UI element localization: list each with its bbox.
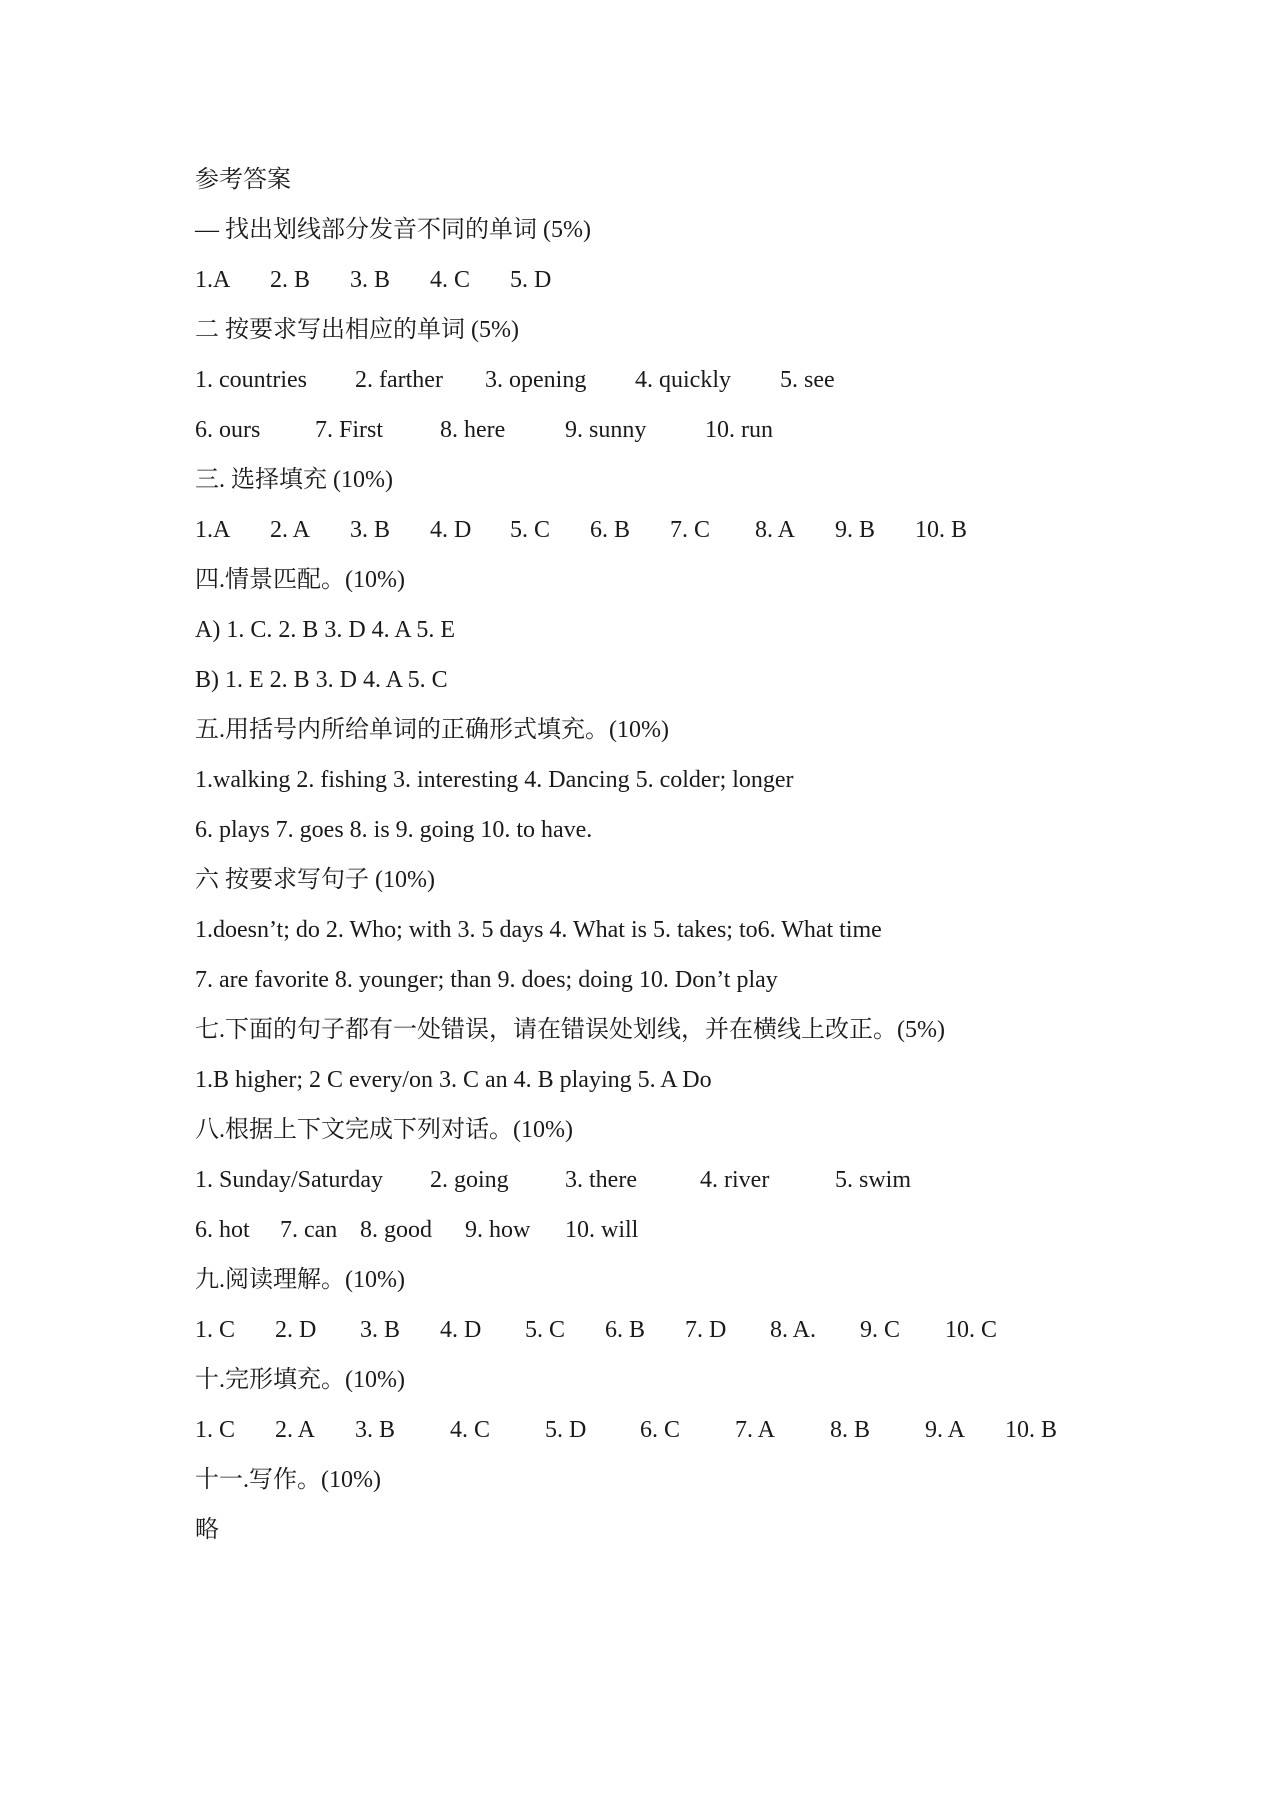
answer-item: 6. ours — [195, 417, 261, 443]
answer-item: 1. Sunday/Saturday — [195, 1167, 383, 1193]
answer-item: 7. A — [735, 1417, 776, 1443]
answer-item: 10. B — [915, 517, 968, 543]
answer-item: 2. A — [275, 1417, 316, 1443]
answer-item: 3. B — [355, 1417, 396, 1443]
answer-item: 2. B — [270, 267, 311, 293]
answer-item: 9. C — [860, 1317, 901, 1343]
text-line: 7. are favorite 8. younger; than 9. does; doing 10. Don’t play — [195, 967, 778, 993]
text-line: 八.根据上下文完成下列对话。(10%) — [195, 1117, 573, 1143]
answer-item: 4. C — [450, 1417, 491, 1443]
answer-item: 6. B — [590, 517, 631, 543]
answer-item: 10. C — [945, 1317, 998, 1343]
answer-item: 8. A — [755, 517, 796, 543]
answer-item: 1.A — [195, 267, 231, 293]
answer-item: 5. see — [780, 367, 835, 393]
answer-item: 9. how — [465, 1217, 531, 1243]
answer-item: 9. A — [925, 1417, 966, 1443]
text-line: 1.doesn’t; do 2. Who; with 3. 5 days 4. What is 5. takes; to6. What time — [195, 917, 882, 943]
answer-item: 2. going — [430, 1167, 509, 1193]
page-title: 参考答案 — [195, 167, 291, 193]
answer-item: 2. farther — [355, 367, 443, 393]
answer-item: 5. D — [545, 1417, 587, 1443]
answer-item: 3. opening — [485, 367, 587, 393]
text-line: 十一.写作。(10%) — [195, 1467, 381, 1493]
text-line: 三. 选择填充 (10%) — [195, 467, 393, 493]
answer-item: 5. C — [525, 1317, 566, 1343]
answer-item: 4. river — [700, 1167, 770, 1193]
answer-item: 4. quickly — [635, 367, 731, 393]
text-line: 九.阅读理解。(10%) — [195, 1267, 405, 1293]
text-line: 1.B higher; 2 C every/on 3. C an 4. B playing 5. A Do — [195, 1067, 712, 1093]
text-line: A) 1. C. 2. B 3. D 4. A 5. E — [195, 617, 456, 643]
answer-item: 1. C — [195, 1317, 236, 1343]
text-line: 六 按要求写句子 (10%) — [195, 867, 435, 893]
answer-item: 8. here — [440, 417, 506, 443]
answer-item: 4. D — [440, 1317, 482, 1343]
answer-item: 8. B — [830, 1417, 871, 1443]
answer-item: 9. sunny — [565, 417, 647, 443]
answer-item: 8. A. — [770, 1317, 817, 1343]
answer-item: 3. B — [350, 267, 391, 293]
answer-item: 1. C — [195, 1417, 236, 1443]
answer-item: 7. C — [670, 517, 711, 543]
answer-item: 5. D — [510, 267, 552, 293]
answer-item: 4. D — [430, 517, 472, 543]
answer-item: 6. hot — [195, 1217, 250, 1243]
answer-item: 10. will — [565, 1217, 639, 1243]
answer-item: 6. B — [605, 1317, 646, 1343]
answer-item: 3. B — [360, 1317, 401, 1343]
answer-item: 6. C — [640, 1417, 681, 1443]
answer-item: 1.A — [195, 517, 231, 543]
answer-item: 1. countries — [195, 367, 307, 393]
text-line: 1.walking 2. fishing 3. interesting 4. Dancing 5. colder; longer — [195, 767, 794, 793]
text-line: 6. plays 7. goes 8. is 9. going 10. to have. — [195, 817, 593, 843]
answer-item: 7. D — [685, 1317, 727, 1343]
answer-item: 5. swim — [835, 1167, 912, 1193]
text-line: 七.下面的句子都有一处错误，请在错误处划线，并在横线上改正。(5%) — [195, 1017, 945, 1043]
answer-item: 3. B — [350, 517, 391, 543]
text-line: B) 1. E 2. B 3. D 4. A 5. C — [195, 667, 448, 693]
answer-item: 7. First — [315, 417, 384, 443]
answer-item: 8. good — [360, 1217, 432, 1243]
text-line: — 找出划线部分发音不同的单词 (5%) — [195, 217, 591, 243]
answer-item: 10. run — [705, 417, 773, 443]
answer-item: 7. can — [280, 1217, 338, 1243]
text-line: 五.用括号内所给单词的正确形式填充。(10%) — [195, 717, 669, 743]
text-line: 十.完形填充。(10%) — [195, 1367, 405, 1393]
text-line: 二 按要求写出相应的单词 (5%) — [195, 317, 519, 343]
text-line: 四.情景匹配。(10%) — [195, 567, 405, 593]
answer-item: 2. A — [270, 517, 311, 543]
answer-item: 9. B — [835, 517, 876, 543]
answer-item: 3. there — [565, 1167, 637, 1193]
answer-item: 2. D — [275, 1317, 317, 1343]
answer-item: 4. C — [430, 267, 471, 293]
answer-item: 10. B — [1005, 1417, 1058, 1443]
text-line: 略 — [195, 1517, 219, 1543]
answer-item: 5. C — [510, 517, 551, 543]
